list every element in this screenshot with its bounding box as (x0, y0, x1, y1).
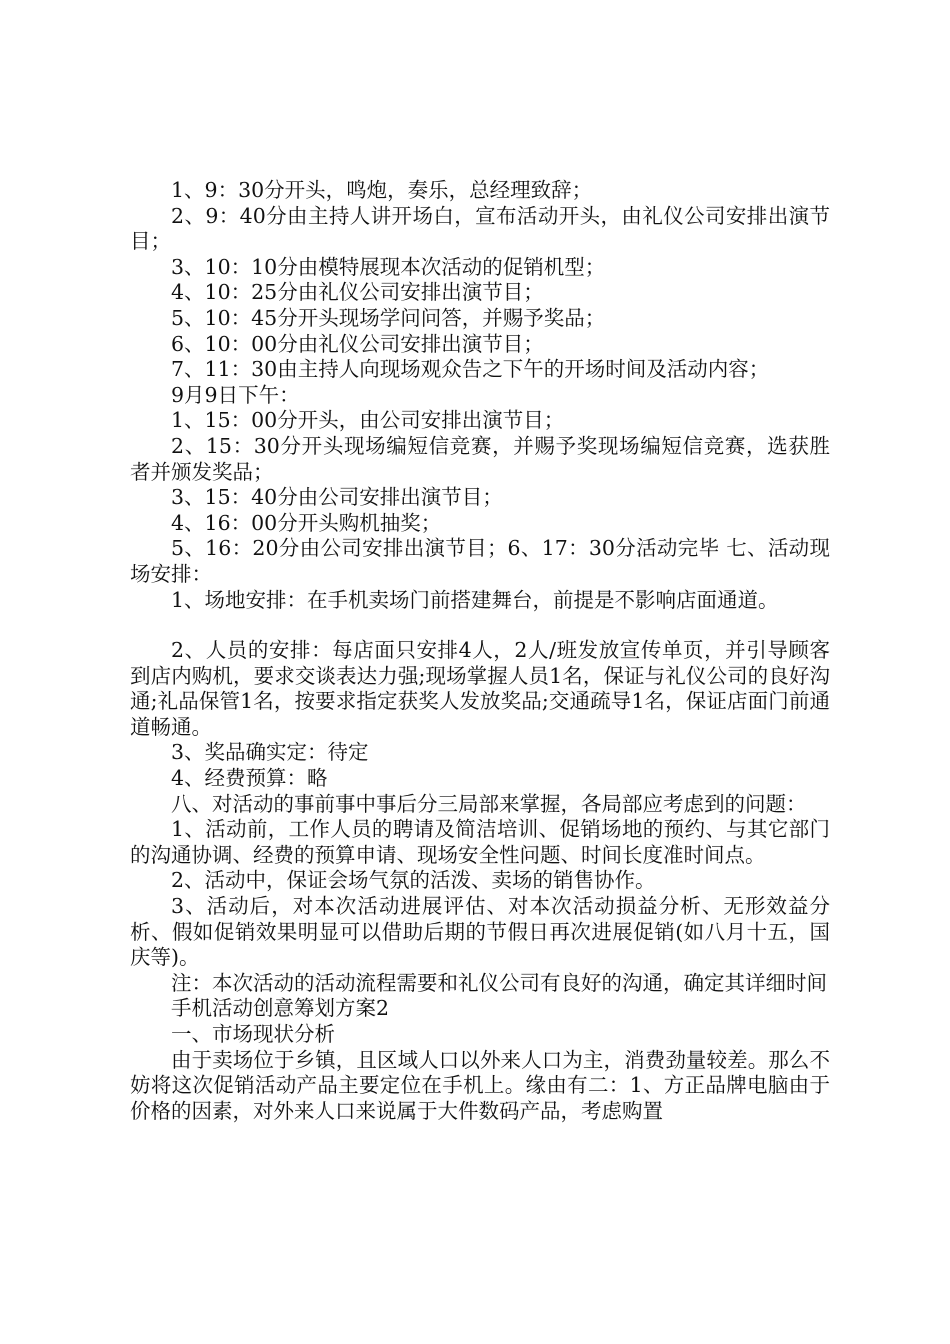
paragraph: 3、活动后，对本次活动进展评估、对本次活动损益分析、无形效益分析、假如促销效果明显可以借助后期的节假日再次进展促销(如八月十五，国庆等)。 (130, 894, 830, 970)
document-title: 手机活动创意筹划方案2 (171, 996, 390, 1021)
paragraph: 1、9：30分开头，鸣炮，奏乐，总经理致辞； (171, 178, 593, 202)
paragraph: 2、15：30分开头现场编短信竞赛，并赐予奖现场编短信竞赛，选获胜者并颁发奖品； (130, 433, 830, 484)
paragraph: 4、10：25分由礼仪公司安排出演节目； (171, 280, 544, 305)
document-body (130, 178, 830, 1124)
paragraph: 3、10：10分由模特展现本次活动的促销机型； (171, 254, 606, 279)
paragraph: 1、15：00分开头，由公司安排出演节目； (171, 408, 565, 433)
paragraph: 1、活动前，工作人员的聘请及简洁培训、促销场地的预约、与其它部门的沟通协调、经费的预算申请、现场安全性问题、时间长度准时间点。 (130, 817, 830, 867)
paragraph: 5、16：20分由公司安排出演节目；6、17：30分活动完毕 七、活动现场安排： (130, 536, 830, 586)
paragraph: 2、人员的安排：每店面只安排4人，2人/班发放宣传单页，并引导顾客到店内购机，要求交谈表达力强;现场掌握人员1名，保证与礼仪公司的良好沟通;礼品保管1名，按要求指定获奖人发放奖品;交通疏导1名，保证店面门前通道畅通。 (130, 638, 830, 739)
section-heading: 八、对活动的事前事中事后分三局部来掌握，各局部应考虑到的问题： (171, 791, 807, 816)
section-heading: 一、市场现状分析 (171, 1022, 335, 1046)
paragraph: 6、10：00分由礼仪公司安排出演节目； (171, 331, 544, 356)
paragraph: 4、16：00分开头购机抽奖； (171, 510, 442, 535)
note-paragraph: 注：本次活动的活动流程需要和礼仪公司有良好的沟通，确定其详细时间 (171, 970, 827, 995)
section-heading: 9月9日下午： (171, 382, 300, 407)
paragraph: 1、场地安排：在手机卖场门前搭建舞台，前提是不影响店面通道。 (171, 587, 779, 612)
paragraph: 7、11：30由主持人向现场观众告之下午的开场时间及活动内容； (171, 357, 770, 382)
paragraph: 3、奖品确实定：待定 (171, 740, 369, 765)
paragraph: 3、15：40分由公司安排出演节目； (171, 485, 503, 510)
paragraph: 2、活动中，保证会场气氛的活泼、卖场的销售协作。 (171, 868, 656, 893)
paragraph: 2、9：40分由主持人讲开场白，宣布活动开头，由礼仪公司安排出演节目； (130, 203, 830, 254)
paragraph: 由于卖场位于乡镇，且区域人口以外来人口为主，消费劲量较差。那么不妨将这次促销活动产品主要定位在手机上。缘由有二：1、方正品牌电脑由于价格的因素，对外来人口来说属于大件数码产品，考虑购置 (130, 1047, 830, 1123)
paragraph: 4、经费预算：略 (171, 766, 328, 791)
paragraph: 5、10：45分开头现场学问问答，并赐予奖品； (171, 305, 606, 330)
